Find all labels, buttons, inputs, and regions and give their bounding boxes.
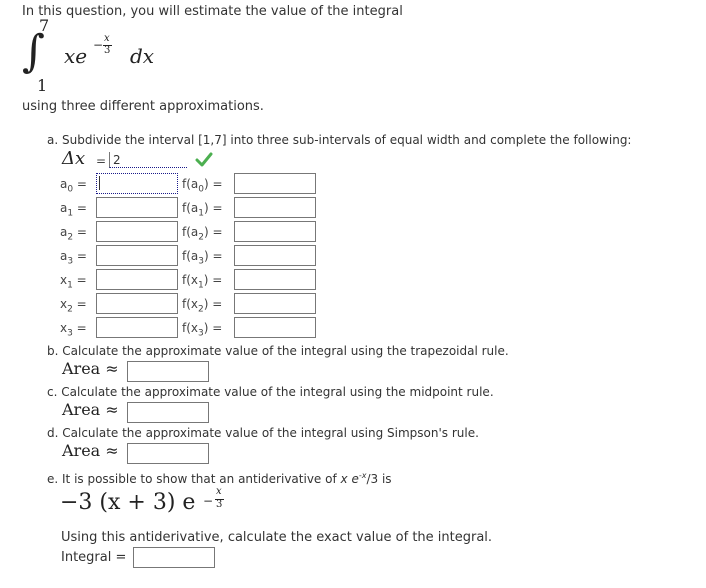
part-d-area-label: Area ≈ (62, 441, 119, 460)
input-fx2[interactable] (234, 293, 316, 314)
row-label-fa2: $f(a_2)$ = (182, 225, 223, 243)
row-label-a2: $a_2$ = (60, 225, 87, 243)
input-fa0[interactable] (234, 173, 316, 194)
input-fx3[interactable] (234, 317, 316, 338)
using-text: using three different approximations. (22, 99, 264, 114)
antiderivative-exp-num: x (216, 486, 222, 497)
row-label-x1: $x_1$ = (60, 273, 87, 291)
input-a0[interactable] (96, 173, 178, 194)
simpson-area-input[interactable] (127, 443, 209, 464)
input-fa3[interactable] (234, 245, 316, 266)
row-label-x3: $x_3$ = (60, 321, 87, 339)
check-icon (195, 152, 213, 168)
input-fx1[interactable] (234, 269, 316, 290)
part-d-prompt: d. Calculate the approximate value of the integral using Simpson's rule. (47, 426, 479, 440)
exact-integral-input[interactable] (133, 547, 215, 568)
input-x2[interactable] (96, 293, 178, 314)
row-label-a3: $a_3$ = (60, 249, 87, 267)
input-x1[interactable] (96, 269, 178, 290)
row-label-fa0: $f(a_0)$ = (182, 177, 223, 195)
antiderivative-main: −3 (x + 3) e (60, 490, 196, 515)
integrand-exp-minus: − (93, 38, 104, 52)
integral-label: Integral = (61, 550, 127, 565)
part-b-prompt: b. Calculate the approximate value of the integral using the trapezoidal rule. (47, 344, 509, 358)
text-cursor (99, 176, 100, 190)
row-label-fa1: $f(a_1)$ = (182, 201, 223, 219)
part-b-area-label: Area ≈ (62, 359, 119, 378)
row-label-fx3: $f(x_3)$ = (182, 321, 223, 339)
integral-upper-limit: 7 (39, 16, 50, 35)
row-label-x2: $x_2$ = (60, 297, 87, 315)
input-fa2[interactable] (234, 221, 316, 242)
row-label-fx2: $f(x_2)$ = (182, 297, 223, 315)
part-c-prompt: c. Calculate the approximate value of the integral using the midpoint rule. (47, 385, 494, 399)
integral-sign: ∫ (22, 26, 45, 77)
part-e-instruction: Using this antiderivative, calculate the exact value of the integral. (61, 530, 493, 545)
integrand-dx: dx (130, 44, 155, 68)
input-a1[interactable] (96, 197, 178, 218)
trapezoid-area-input[interactable] (127, 361, 209, 382)
integral-lower-limit: 1 (37, 76, 48, 95)
antiderivative-exp-den: 3 (216, 499, 223, 510)
midpoint-area-input[interactable] (127, 402, 209, 423)
part-c-area-label: Area ≈ (62, 400, 119, 419)
row-label-a0: $a_0$ = (60, 177, 87, 195)
integrand-base: xe (64, 44, 88, 68)
part-a-prompt: a. Subdivide the interval [1,7] into three sub-intervals of equal width and complete the following: (47, 133, 632, 147)
row-label-fa3: $f(a_3)$ = (182, 249, 223, 267)
input-fa1[interactable] (234, 197, 316, 218)
antiderivative-exp-minus: − (203, 494, 214, 508)
input-x3[interactable] (96, 317, 178, 338)
intro-text: In this question, you will estimate the value of the integral (22, 4, 403, 19)
row-label-fx1: $f(x_1)$ = (182, 273, 223, 291)
integrand-exp-num: x (104, 33, 110, 44)
input-a2[interactable] (96, 221, 178, 242)
part-e-prompt: e. It is possible to show that an antiderivative of x $e^{-x}/3$ is (47, 471, 392, 486)
input-a3[interactable] (96, 245, 178, 266)
row-label-a1: $a_1$ = (60, 201, 87, 219)
delta-x-label: Δx (62, 148, 86, 169)
delta-x-input[interactable]: 2 (109, 152, 187, 168)
integrand-exp-den: 3 (104, 45, 111, 56)
delta-x-eq: = (96, 154, 107, 168)
